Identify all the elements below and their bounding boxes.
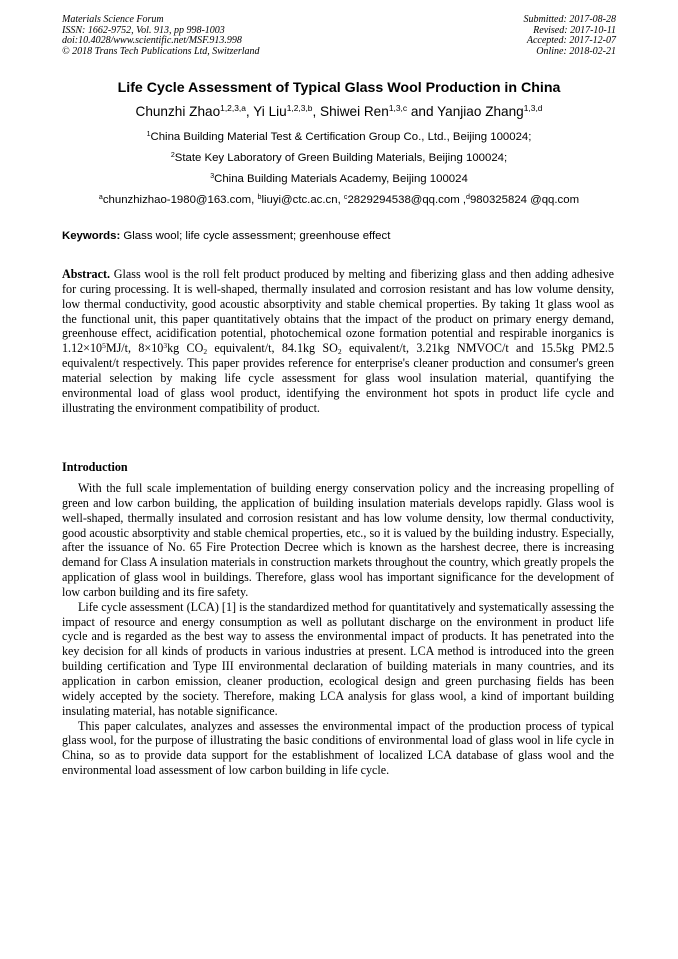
date-online: Online: 2018-02-21 [536, 45, 616, 57]
author-sep: , [245, 104, 254, 119]
author-list [0, 104, 678, 119]
abstract-text: kg CO [167, 341, 204, 356]
author-sep: , [312, 104, 321, 119]
abstract-sup: 3 [163, 341, 168, 351]
email-b: liuyi@ctc.ac.cn, [261, 194, 344, 206]
email-sup: a [98, 194, 103, 202]
email-sup: c [343, 194, 348, 202]
intro-paragraph-2: Life cycle assessment (LCA) [1] is the standardized method for quantitatively and systematically assessing the impact of resource and energy consumption as well as pollutant discharge on the environment in product life cycle and is regarded as the best way to assess the environmental impact of products. It has penetrated into the key decision for all kinds of products in various industries at present. LCA method is introduced into the green building certification and Type III environmental declaration of building materials in many countries, and its application in carbon emission, cleaner production, ecological design and green purchasing fields has been widely accepted by the society. Therefore, making LCA analysis for glass wool, a kind of important building insulating material, has notable significance. [62, 599, 614, 718]
affiliation-text: State Key Laboratory of Green Building Materials, Beijing 100024; [174, 152, 508, 164]
email-sup: b [257, 194, 262, 202]
author-affil-sup: 1,2,3,a [220, 103, 246, 114]
abstract-text: equivalent/t, 3.21kg NMVOC/t and 15.5kg PM2.5 equivalent/t respectively. This paper provides reference for enterprise's cleaner production and consumer's green material selection by making life cycle assessment for glass wool insulation material, quantifying the environmental load of glass wool product, identifying the environment hot spots in product life cycle and illustrating the environment compatibility of product. [62, 341, 614, 415]
author-affil-sup: 1,3,c [388, 103, 408, 114]
abstract-paragraph [62, 267, 614, 415]
abstract-text: MJ/t, 8×10 [105, 341, 164, 356]
affiliation-1 [0, 131, 678, 143]
author-name: Yanjiao Zhang [437, 104, 524, 119]
affiliation-num: 1 [146, 131, 151, 139]
date-submitted: Submitted: 2017-08-28 [523, 14, 616, 25]
intro-paragraph-1: With the full scale implementation of building energy conservation policy and the increasing propelling of green and low carbon building, the application of building insulation materials develops rapidly. Glass wool is well-shaped, thermally insulated and corrosion resistant and has low volume density, low thermal conductivity, good acoustic absorptivity and stable chemical properties, etc., so it is valued by the building industry. Especially, after the issuance of No. 65 Fire Protection Decree which is known as the harshest decree, there is increasing demand for Class A insulation materials in construction markets throughout the country, which greatly propels the application of glass wool in buildings. Therefore, glass wool has important significance for the development of low carbon building and its fire safety. [62, 481, 614, 599]
introduction-heading: Introduction [62, 460, 128, 474]
journal-doi: doi:10.4028/www.scientific.net/MSF.913.998 [62, 35, 242, 47]
dates-header [524, 15, 617, 57]
email-c: 2829294538@qq.com , [347, 194, 467, 206]
author-name: Chunzhi Zhao [135, 104, 221, 119]
intro-paragraph-3: This paper calculates, analyzes and assesses the environmental impact of the production process of typical glass wool, for the purpose of illustrating the basic conditions of environmental load of glass wool in life cycle in China, so as to provide data support for the establishment of localized LCA database of glass wool and the environmental load assessment of low carbon building in life cycle. [62, 718, 614, 778]
journal-header [62, 15, 260, 57]
author-emails [0, 194, 678, 206]
affiliation-num: 3 [210, 173, 215, 181]
abstract-label: Abstract. [62, 267, 111, 281]
author-sep: and [407, 104, 438, 119]
abstract-text: Glass wool is the roll felt product produced by melting and fiberizing glass and then adding adhesive for curing processing. It is well-shaped, thermally insulated and corrosion resistant and has low volume density, low thermal conductivity, good acoustic absorptivity and stable chemical properties. By taking 1t glass wool as the functional unit, this paper quantitatively obtains that the impact of the product on primary energy demand, greenhouse effect, acidification potential, photochemical ozone formation potential and respirable inorganics is 1.12×10 [62, 267, 614, 356]
journal-issn: ISSN: 1662-9752, Vol. 913, pp 998-1003 [62, 24, 225, 36]
keywords-label: Keywords: [62, 230, 121, 242]
author-affil-sup: 1,2,3,b [286, 103, 313, 114]
keywords [62, 230, 622, 242]
journal-name: Materials Science Forum [62, 14, 164, 25]
email-a: chunzhizhao-1980@163.com, [102, 194, 258, 206]
date-accepted: Accepted: 2017-12-07 [526, 35, 616, 47]
abstract-sup: 5 [102, 341, 106, 351]
affiliation-3 [0, 173, 678, 185]
paper-title: Life Cycle Assessment of Typical Glass Wool Production in China [117, 80, 561, 96]
author-affil-sup: 1,3,d [523, 103, 543, 114]
author-name: Yi Liu [253, 104, 287, 119]
journal-copyright: © 2018 Trans Tech Publications Ltd, Switzerland [62, 45, 260, 57]
author-name: Shiwei Ren [320, 104, 389, 119]
affiliation-text: China Building Material Test & Certification Group Co., Ltd., Beijing 100024; [150, 131, 532, 143]
affiliation-num: 2 [170, 152, 175, 160]
abstract-sub: 2 [337, 347, 342, 357]
affiliation-text: China Building Materials Academy, Beijing 100024 [214, 173, 468, 185]
affiliation-2 [0, 152, 678, 164]
introduction-body [62, 481, 614, 778]
abstract-text: equivalent/t, 84.1kg SO [207, 341, 338, 356]
date-revised: Revised: 2017-10-11 [533, 24, 616, 36]
email-sup: d [466, 194, 470, 202]
keywords-text: Glass wool; life cycle assessment; greenhouse effect [120, 230, 391, 242]
abstract [62, 267, 614, 415]
email-d: 980325824 @qq.com [469, 194, 580, 206]
abstract-sub: 2 [203, 347, 208, 357]
